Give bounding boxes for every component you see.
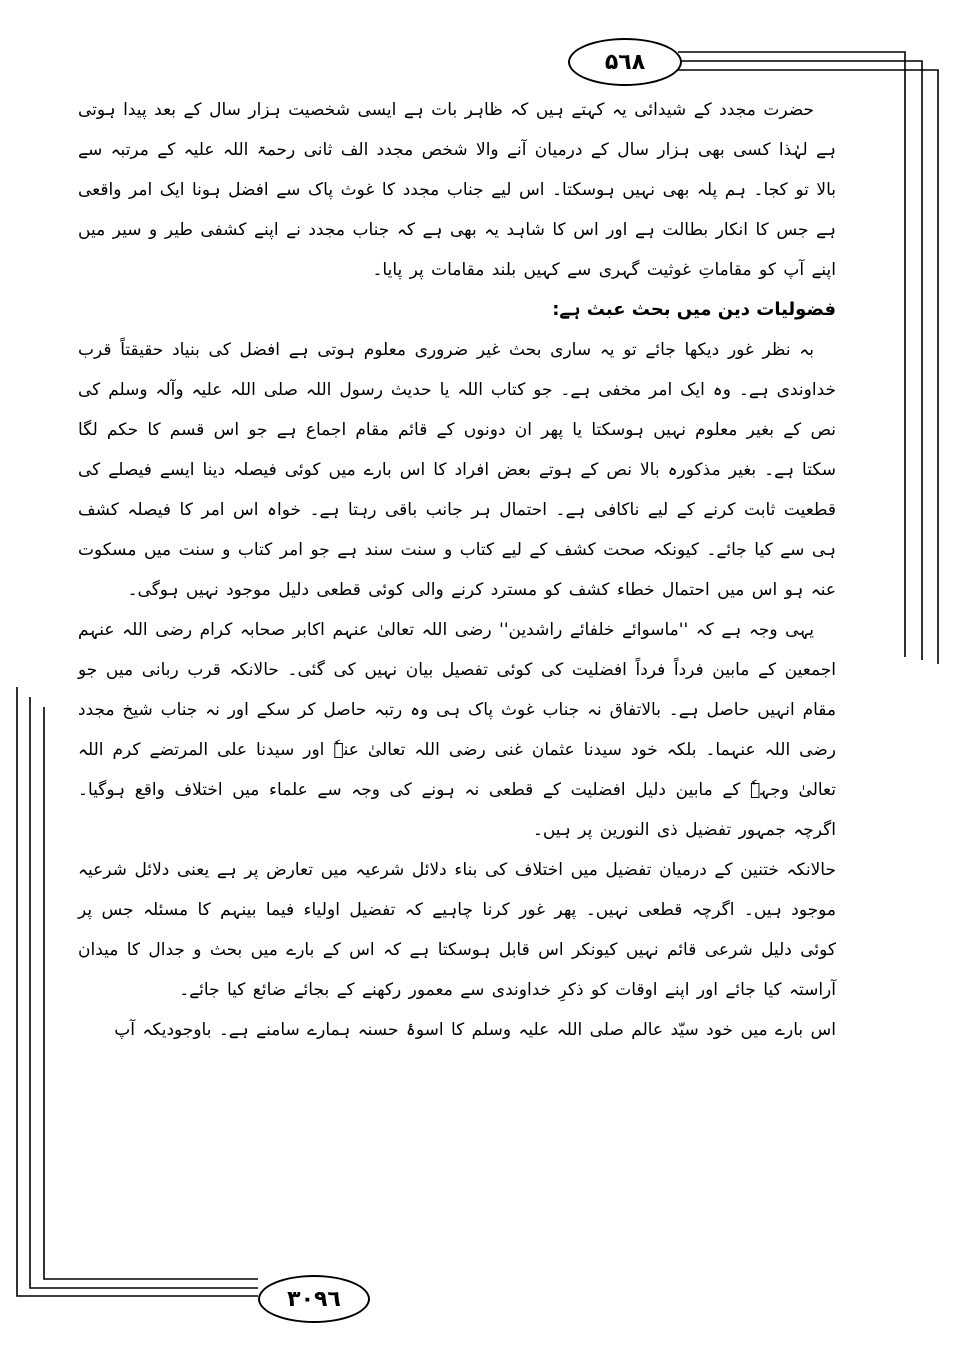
section-heading: فضولیات دین میں بحث عبث ہے:: [552, 299, 836, 320]
paragraph-4: حالانکہ ختنین کے درمیان تفضیل میں اختلاف کی بناء دلائل شرعیہ میں تعارض پر ہے یعنی دلائل شرعیہ موجود ہیں۔ اگرچہ قطعی نہیں۔ پھر غور کرنا چاہیے کہ تفضیل اولیاء فیما بینہم کا مسئلہ جس پر کوئی دلیل شرعی قائم نہیں کیونکر اس قابل ہوسکتا ہے کہ اس کے بارے میں بحث و جدال کا میدان آراستہ کیا جائے اور اپنے اوقات کو ذکرِ خداوندی سے معمور رکھنے کے بجائے ضائع کیا جائے۔: [78, 860, 836, 1000]
page-body: [78, 90, 836, 1050]
paragraph-1: حضرت مجدد کے شیدائی یہ کہتے ہیں کہ ظاہر بات ہے ایسی شخصیت ہزار سال کے بعد پیدا ہوتی ہے لہٰذا کسی بھی ہزار سال کے درمیان آنے والا شخص مجدد الف ثانی رحمۃ اللہ علیہ کے مرتبہ سے بالا تو کجا۔ ہم پلہ بھی نہیں ہوسکتا۔ اس لیے جناب مجدد کا غوث پاک سے افضل ہونا ایک امر واقعی ہے جس کا انکار بطالت ہے اور اس کا شاہد یہ بھی ہے کہ جناب مجدد نے اپنے کشفی طیر و سیر میں اپنے آپ کو مقاماتِ غوثیت گہری سے کہیں بلند مقامات پر پایا۔: [78, 100, 836, 280]
paragraph-2: بہ نظر غور دیکھا جائے تو یہ ساری بحث غیر ضروری معلوم ہوتی ہے افضل کی بنیاد حقیقتاً قرب خداوندی ہے۔ وہ ایک امر مخفی ہے۔ جو کتاب اللہ یا حدیث رسول اللہ صلی اللہ علیہ وآلہ وسلم کی نص کے بغیر معلوم نہیں ہوسکتا یا پھر ان دونوں کے قائم مقام اجماع ہے جو اس قسم کا حکم لگا سکتا ہے۔ بغیر مذکورہ بالا نص کے ہوتے بعض افراد کا اس بارے میں کوئی فیصلہ دینا ایسے فیصلے کی قطعیت ثابت کرنے کے لیے ناکافی ہے۔ احتمال ہر جانب باقی رہتا ہے۔ خواہ اس امر کا فیصلہ کشف ہی سے کیا جائے۔ کیونکہ صحت کشف کے لیے کتاب و سنت سند ہے جو امر کتاب و سنت میں مسکوت عنہ ہو اس میں احتمال خطاء کشف کو مسترد کرنے والی کوئی قطعی دلیل موجود نہیں ہوگی۔: [78, 340, 837, 600]
paragraph-5: اس بارے میں خود سیّد عالم صلی اللہ علیہ وسلم کا اسوۂ حسنہ ہمارے سامنے ہے۔ باوجودیکہ آپ: [114, 1020, 836, 1040]
top-page-number: ۵٦٨: [568, 38, 682, 86]
paragraph-3: یہی وجہ ہے کہ ''ماسوائے خلفائے راشدین'' رضی اللہ تعالیٰ عنہم اکابر صحابہ کرام رضی اللہ عنہم اجمعین کے مابین فرداً فرداً افضلیت کی کوئی تفصیل بیان نہیں کی گئی۔ حالانکہ قرب ربانی میں جو مقام انہیں حاصل ہے۔ بالاتفاق نہ جناب غوث پاک ہی وہ رتبہ حاصل کر سکے اور نہ جناب شیخ مجدد رضی اللہ عنہما۔ بلکہ خود سیدنا عثمان غنی رضی اللہ تعالیٰ عنہٗ اور سیدنا علی المرتضے کرم اللہ تعالیٰ وجہہٗ کے مابین دلیل افضلیت کے قطعی نہ ہونے کی وجہ سے علماء میں اختلاف واقع ہوگیا۔ اگرچہ جمہور تفضیل ذی النورین پر ہیں۔: [78, 620, 836, 840]
bottom-page-number: ۳۰۹٦: [258, 1275, 370, 1323]
